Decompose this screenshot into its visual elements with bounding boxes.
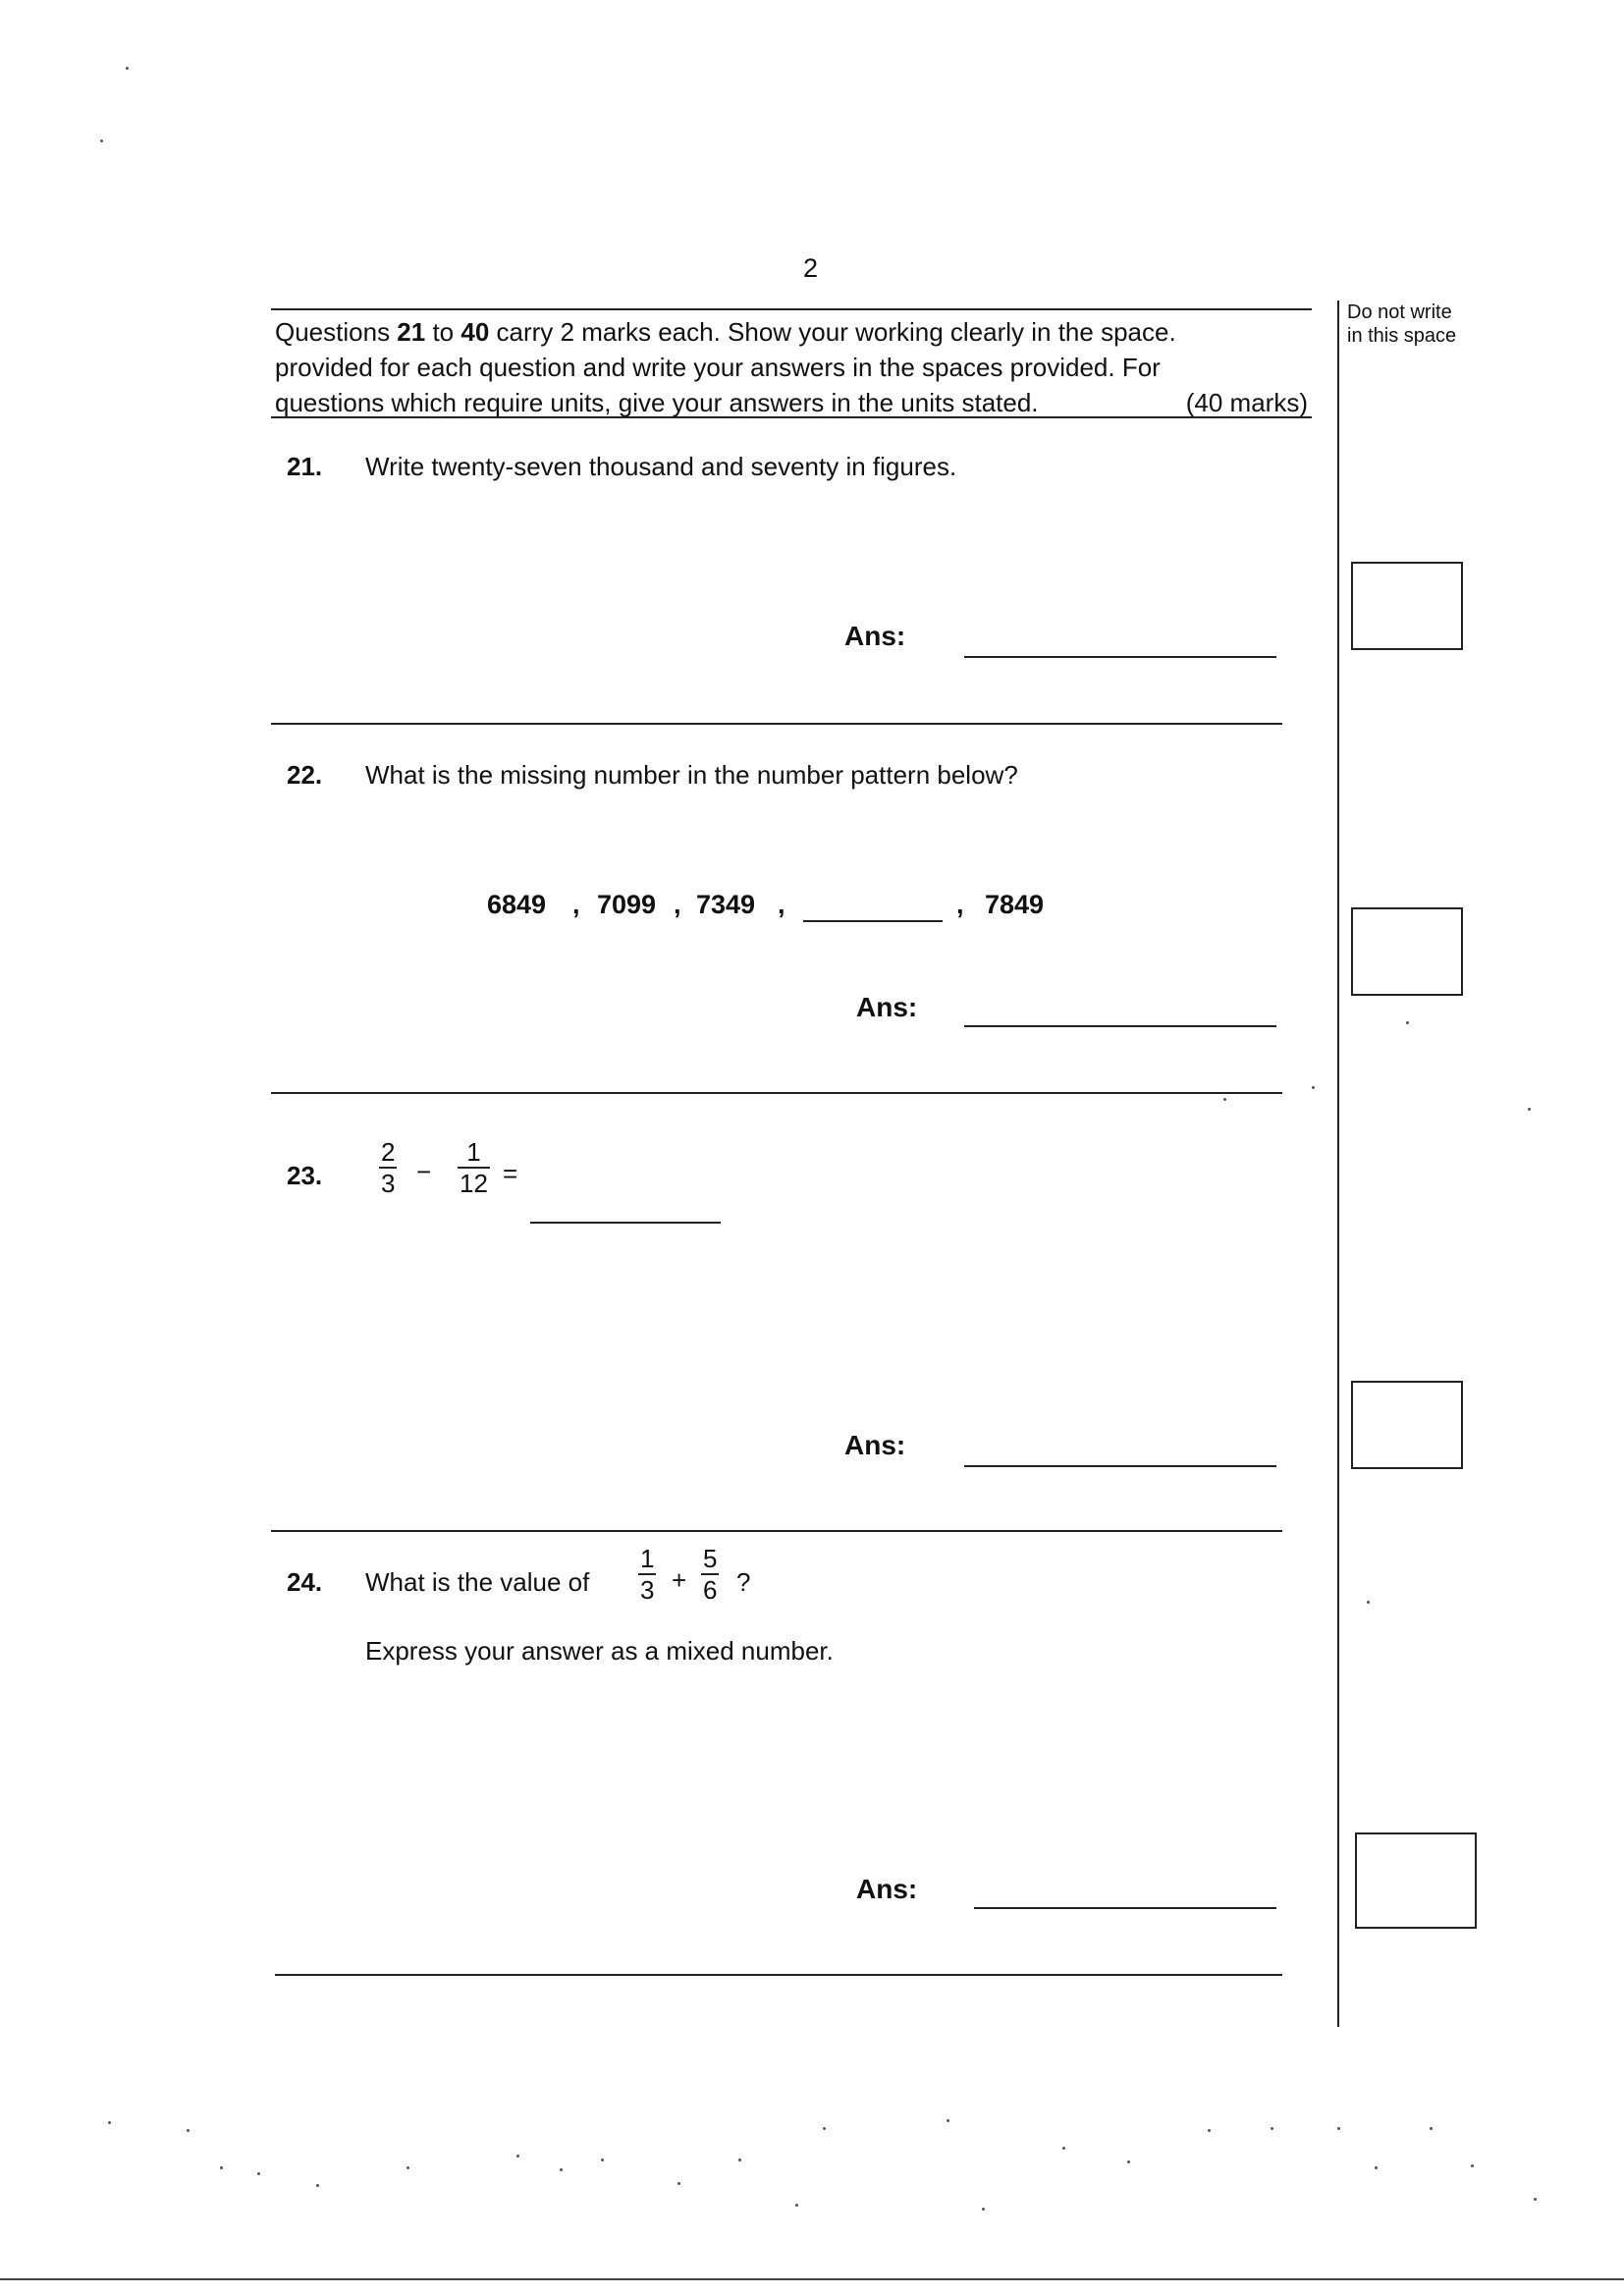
question-21-mark-box (1351, 562, 1463, 650)
scan-speck (1062, 2147, 1065, 2150)
margin-note-line-2: in this space (1347, 325, 1457, 347)
instructions-line-3-text: questions which require units, give your answers in the units stated. (275, 388, 1039, 417)
pattern-comma-4: , (956, 890, 964, 919)
scan-speck (601, 2159, 604, 2161)
question-22-mark-box (1351, 907, 1463, 996)
scan-speck (1528, 1108, 1531, 1111)
question-23-ans-label: Ans: (844, 1430, 906, 1460)
scan-speck (406, 2166, 409, 2169)
question-23-answer-field[interactable] (964, 1465, 1276, 1467)
instructions-line-3 (275, 385, 1308, 420)
question-24-fraction-b-denominator: 6 (703, 1575, 718, 1605)
scan-speck (1223, 1098, 1226, 1101)
margin-divider (1337, 301, 1339, 2027)
question-23-mark-box (1351, 1381, 1463, 1469)
scan-speck (1375, 2166, 1378, 2169)
instructions-top-rule (271, 308, 1312, 310)
question-22-ans-label: Ans: (856, 992, 918, 1022)
question-23-fraction-b-numerator: 1 (466, 1137, 481, 1167)
instructions-line-1: Questions 21 to 40 carry 2 marks each. Show your working clearly in the space. (275, 317, 1176, 347)
question-23-fraction-b-denominator: 12 (460, 1169, 488, 1198)
scan-speck (220, 2166, 223, 2169)
page-number: 2 (803, 253, 819, 283)
question-23-equals: = (503, 1159, 518, 1188)
scan-speck (1208, 2129, 1211, 2132)
question-24-operator: + (672, 1565, 687, 1595)
scan-speck (1534, 2198, 1537, 2201)
question-24-fraction-b-numerator: 5 (703, 1544, 718, 1573)
pattern-term-1: 6849 (487, 890, 547, 919)
pattern-comma-2: , (674, 890, 681, 919)
scan-speck (677, 2182, 680, 2185)
scan-speck (738, 2159, 741, 2161)
scan-speck (1337, 2127, 1340, 2130)
question-24-fraction-a (638, 1544, 656, 1605)
question-23-separator (271, 1530, 1282, 1532)
question-22-separator (271, 1092, 1282, 1094)
question-24-fraction-b (701, 1544, 719, 1605)
question-23-inline-blank[interactable] (530, 1222, 721, 1224)
scan-speck (1271, 2127, 1273, 2130)
question-23-fraction-a-numerator: 2 (381, 1137, 396, 1167)
question-24-number: 24. (287, 1567, 323, 1597)
question-23-operator: − (416, 1157, 432, 1186)
scan-speck (1312, 1086, 1315, 1089)
scan-speck (100, 139, 103, 142)
question-22-answer-field[interactable] (964, 1025, 1276, 1027)
instructions-line-2: provided for each question and write your answers in the spaces provided. For (275, 353, 1161, 382)
question-24-question-mark: ? (736, 1567, 751, 1597)
scan-speck (1127, 2160, 1130, 2163)
scan-speck (316, 2184, 319, 2187)
scan-speck (823, 2127, 826, 2130)
question-21-text: Write twenty-seven thousand and seventy in figures. (365, 452, 957, 481)
question-24-answer-field[interactable] (974, 1907, 1276, 1909)
question-21-answer-field[interactable] (964, 656, 1276, 658)
scan-speck (1430, 2127, 1433, 2130)
margin-note-line-1: Do not write (1347, 301, 1452, 323)
question-21-number: 21. (287, 452, 323, 481)
pattern-comma-3: , (778, 890, 785, 919)
instructions-marks: (40 marks) (1185, 388, 1308, 417)
scan-speck (126, 67, 129, 70)
scan-speck (1367, 1601, 1370, 1604)
pattern-term-3: 7349 (696, 890, 756, 919)
question-22-number: 22. (287, 760, 323, 790)
scan-speck (516, 2155, 519, 2158)
scan-speck (108, 2121, 111, 2124)
question-24-fraction-a-denominator: 3 (640, 1575, 655, 1605)
pattern-term-2: 7099 (597, 890, 657, 919)
question-23-fraction-b (458, 1137, 490, 1198)
page-bottom-rule (0, 2278, 1624, 2280)
question-24-fraction-a-numerator: 1 (640, 1544, 655, 1573)
scan-speck (1471, 2164, 1474, 2167)
question-23-number: 23. (287, 1161, 323, 1190)
scan-speck (560, 2168, 563, 2171)
instructions (275, 314, 1308, 420)
question-24-text: What is the value of (365, 1567, 590, 1597)
margin-note (1347, 301, 1456, 348)
question-23-fraction-a-denominator: 3 (381, 1169, 396, 1198)
question-21-separator (271, 723, 1282, 725)
question-24-separator (275, 1974, 1282, 1976)
question-24-ans-label: Ans: (856, 1874, 918, 1904)
question-21-ans-label: Ans: (844, 621, 906, 651)
pattern-missing-blank[interactable] (803, 920, 943, 922)
question-24-mark-box (1355, 1832, 1477, 1929)
question-22-text: What is the missing number in the number pattern below? (365, 760, 1018, 790)
pattern-term-5: 7849 (985, 890, 1045, 919)
question-24-instruction: Express your answer as a mixed number. (365, 1636, 834, 1666)
scan-speck (257, 2172, 260, 2175)
pattern-comma-1: , (572, 890, 580, 919)
scan-speck (187, 2129, 189, 2132)
question-23-fraction-a (379, 1137, 397, 1198)
scan-speck (982, 2208, 985, 2211)
scan-speck (947, 2119, 949, 2122)
scan-speck (795, 2204, 798, 2207)
scan-speck (1406, 1021, 1409, 1024)
